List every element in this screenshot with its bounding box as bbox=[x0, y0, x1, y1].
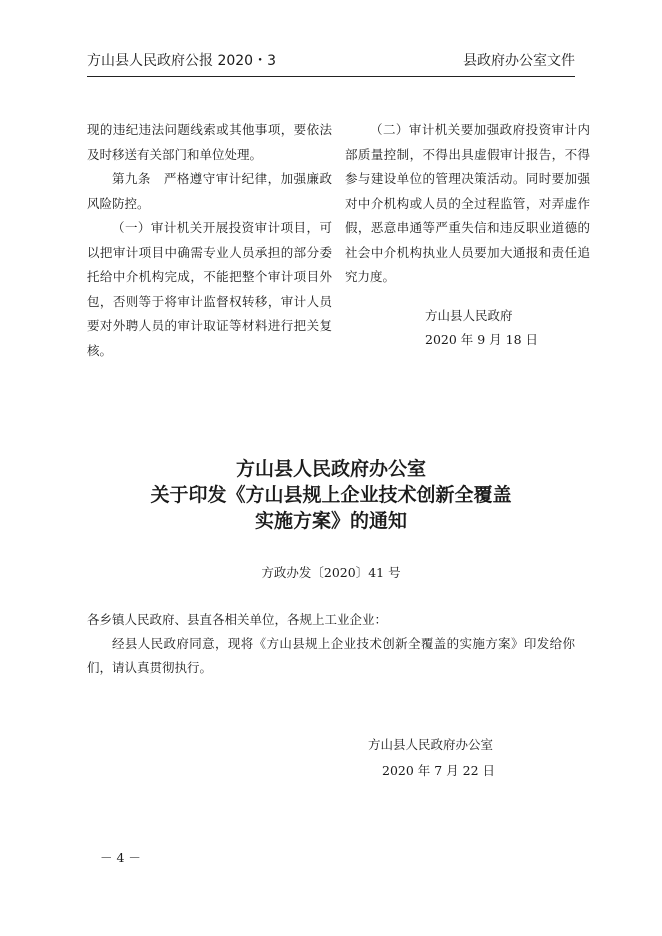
page-header bbox=[87, 44, 575, 74]
publication-title: 方山县人民政府公报 2020・3 bbox=[87, 53, 276, 69]
left-paragraph-3: （一）审计机关开展投资审计项目，可以把审计项目中确需专业人员承担的部分委托给中介机构完成，不能把整个审计项目外包，否则等于将审计监督权转移，审计人员要对外聘人员的审计取证等材料进行把关复核。 bbox=[87, 220, 332, 358]
notice-title-line-2: 关于印发《方山县规上企业技术创新全覆盖 bbox=[150, 484, 512, 506]
notice-title bbox=[0, 456, 662, 534]
document-number: 方政办发〔2020〕41 号 bbox=[261, 565, 401, 580]
left-column bbox=[87, 118, 332, 363]
notice-body bbox=[87, 608, 575, 680]
notice-signer: 方山县人民政府办公室 bbox=[368, 737, 494, 752]
previous-date: 2020 年 9 月 18 日 bbox=[425, 332, 539, 347]
notice-signature bbox=[368, 732, 495, 784]
section-title: 县政府办公室文件 bbox=[463, 53, 575, 69]
notice-recipients: 各乡镇人民政府、县直各相关单位，各规上工业企业： bbox=[87, 612, 388, 627]
notice-title-line-3: 实施方案》的通知 bbox=[254, 510, 407, 532]
notice-date: 2020 年 7 月 22 日 bbox=[382, 763, 496, 778]
left-paragraph-1: 现的违纪违法问题线索或其他事项，要依法及时移送有关部门和单位处理。 bbox=[87, 122, 332, 162]
notice-content: 经县人民政府同意，现将《方山县规上企业技术创新全覆盖的实施方案》印发给你们，请认真贯彻执行。 bbox=[87, 636, 575, 675]
article-nine: 第九条 严格遵守审计纪律，加强廉政风险防控。 bbox=[87, 171, 332, 211]
page-number: － 4 － bbox=[100, 850, 141, 865]
header-divider bbox=[87, 76, 575, 77]
right-paragraph-1: （二）审计机关要加强政府投资审计内部质量控制，不得出具虚假审计报告，不得参与建设单位的管理决策活动。同时要加强对中介机构或人员的全过程监管，对弄虚作假，恶意串通等严重失信和违反职业道德的社会中介机构执业人员要加大通报和责任追究力度。 bbox=[345, 122, 590, 284]
notice-title-line-1: 方山县人民政府办公室 bbox=[235, 458, 426, 480]
previous-signer: 方山县人民政府 bbox=[425, 307, 513, 323]
right-column bbox=[345, 118, 590, 353]
